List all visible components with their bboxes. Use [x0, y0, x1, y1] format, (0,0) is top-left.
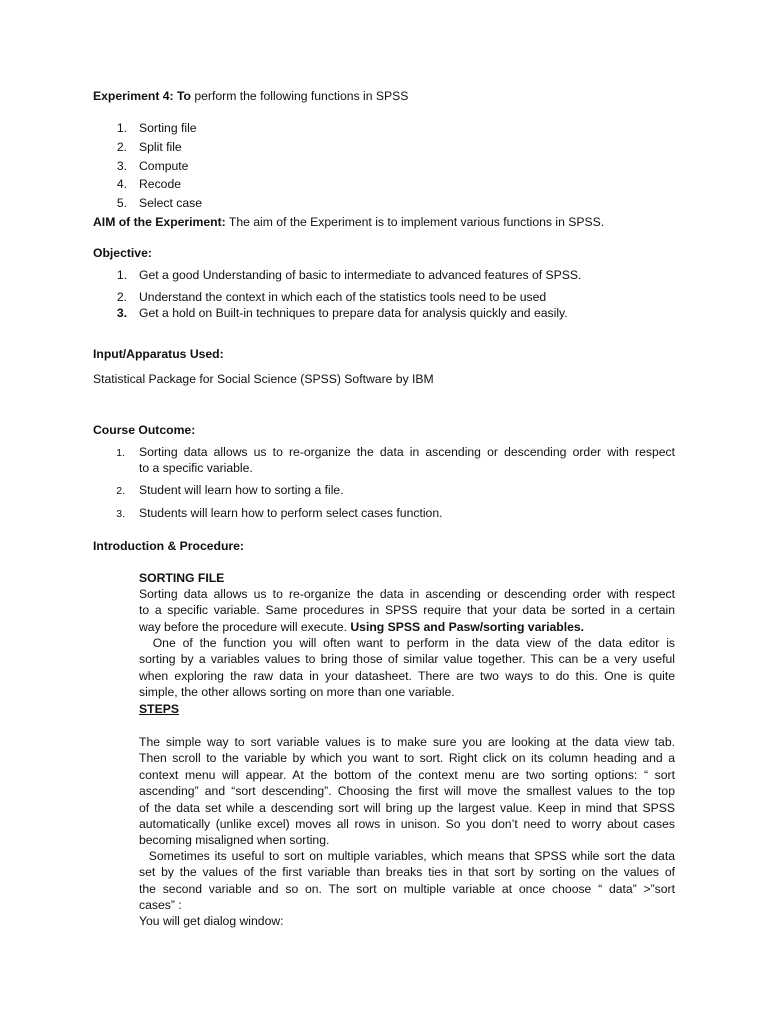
list-number: 3.	[116, 508, 125, 520]
text-line: simple, the other allows sorting on more than one variable.	[139, 685, 455, 700]
text-line: to a specific variable.	[139, 461, 253, 476]
list-number: 2.	[116, 290, 127, 304]
apparatus-text: Statistical Package for Social Science (SPSS) Software by IBM	[93, 372, 434, 386]
text-run: way before the procedure will execute.	[139, 619, 351, 634]
list-number: 2.	[116, 140, 127, 154]
list-item: Split file	[139, 140, 182, 154]
intro-heading: Introduction & Procedure:	[93, 539, 244, 553]
list-number: 3.	[116, 159, 127, 173]
list-item: Recode	[139, 177, 182, 191]
dialog-window-line: You will get dialog window:	[139, 914, 284, 928]
text-line: of the data set while a descending sort will bring up the largest value. Keep in mind that SPSS	[139, 800, 675, 815]
aim-text: The aim of the Experiment is to implement various functions in SPSS.	[225, 215, 605, 229]
text-line: One of the function you will often want to perform in the data view of the data editor is	[139, 636, 675, 650]
text-line: context menu will appear. At the bottom of the context menu are two sorting options: “ sort	[139, 767, 675, 782]
text-line: when exploring the raw data in your datasheet. There are two ways to do this. One is quite	[139, 668, 675, 683]
list-item: Sorting file	[139, 121, 197, 135]
list-number: 4.	[116, 177, 127, 191]
text-line: sorting by a variables values to bring those of similar value together. This can be a very useful	[139, 652, 675, 667]
list-number: 1.	[116, 268, 127, 282]
list-item: Select case	[139, 196, 203, 210]
list-item: Students will learn how to perform select cases function.	[139, 506, 443, 520]
apparatus-heading: Input/Apparatus Used:	[93, 347, 224, 361]
sorting-paragraph-1	[139, 586, 675, 635]
text-line: to a specific variable. Same procedures in SPSS require that your data be sorted in a certain	[139, 603, 675, 618]
list-number: 1.	[116, 447, 125, 459]
list-item: Get a hold on Built-in techniques to prepare data for analysis quickly and easily.	[139, 306, 568, 320]
text-line	[139, 619, 675, 635]
list-item: Understand the context in which each of the statistics tools need to be used	[139, 290, 547, 304]
text-line: becoming misaligned when sorting.	[139, 833, 330, 848]
steps-paragraph-1	[139, 734, 675, 849]
text-line: Sorting data allows us to re-organize the data in ascending or descending order with respect	[139, 587, 675, 601]
steps-heading: STEPS	[139, 702, 179, 716]
sorting-file-heading: SORTING FILE	[139, 571, 225, 585]
objective-heading: Objective:	[93, 246, 152, 260]
list-number: 1.	[116, 121, 127, 135]
text-line: ascending” and “sort descending”. Choosing the first will move the smallest values to the top	[139, 784, 675, 799]
experiment-label: Experiment 4: To	[93, 89, 191, 103]
text-line: cases” :	[139, 898, 182, 913]
experiment-title	[93, 88, 408, 104]
text-line: Sorting data allows us to re-organize the data in ascending or descending order with respect	[139, 445, 675, 459]
list-item: Compute	[139, 159, 189, 173]
text-line: Then scroll to the variable by which you want to sort. Right click on its column heading and a	[139, 751, 675, 766]
text-line: automatically (unlike excel) moves all rows in unison. So you don’t need to worry about cases	[139, 817, 675, 832]
list-item	[139, 444, 675, 477]
text-run-bold: Using SPSS and Pasw/sorting variables.	[350, 619, 585, 634]
list-number: 5.	[116, 196, 127, 210]
course-outcome-heading: Course Outcome:	[93, 423, 196, 437]
list-item: Get a good Understanding of basic to intermediate to advanced features of SPSS.	[139, 268, 582, 282]
aim-line	[93, 214, 604, 230]
experiment-text: perform the following functions in SPSS	[190, 89, 409, 103]
steps-paragraph-2	[139, 848, 675, 914]
list-number: 3.	[116, 306, 127, 320]
list-item: Student will learn how to sorting a file.	[139, 483, 344, 497]
text-line: Sometimes its useful to sort on multiple variables, which means that SPSS while sort the data	[139, 849, 675, 863]
list-number: 2.	[116, 485, 125, 497]
text-line: the second variable and so on. The sort on multiple variable at once choose “ data” >”sort	[139, 881, 675, 896]
text-line: set by the values of the first variable than breaks ties in that sort by sorting on the values of	[139, 865, 675, 880]
sorting-paragraph-2	[139, 635, 675, 701]
aim-label: AIM of the Experiment:	[93, 215, 226, 229]
text-line: The simple way to sort variable values is to make sure you are looking at the data view tab.	[139, 735, 675, 749]
